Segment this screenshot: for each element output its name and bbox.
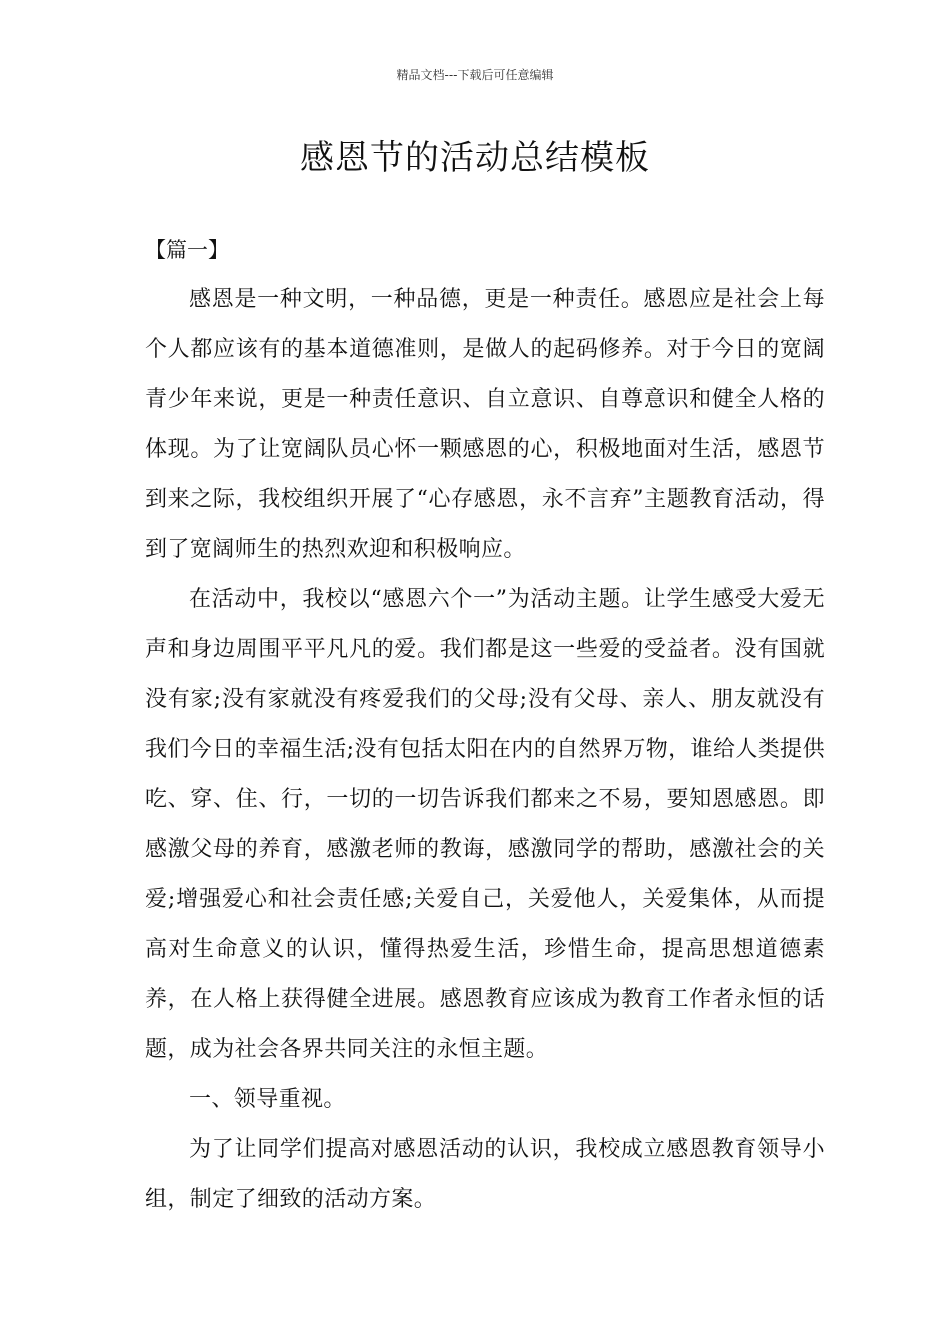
paragraph-leadership: 为了让同学们提高对感恩活动的认识，我校成立感恩教育领导小组，制定了细致的活动方案。 bbox=[145, 1137, 825, 1212]
paragraph-heading-leadership: 一、领导重视。 bbox=[189, 1087, 346, 1112]
section-label: 【篇一】 bbox=[145, 238, 229, 262]
paragraph-intro: 感恩是一种文明，一种品德，更是一种责任。感恩应是社会上每个人都应该有的基本道德准则，是做人的起码修养。对于今日的宽阔青少年来说，更是一种责任意识、自立意识、自尊意识和健全人格的体现。为了让宽阔队员心怀一颗感恩的心，积极地面对生活，感恩节到来之际，我校组织开展了“心存感恩，永不言弃”主题教育活动，得到了宽阔师生的热烈欢迎和积极响应。 bbox=[145, 287, 825, 562]
document-title: 感恩节的活动总结模板 bbox=[300, 138, 650, 178]
document-body bbox=[145, 225, 825, 1225]
paragraph-activity: 在活动中，我校以“感恩六个一”为活动主题。让学生感受大爱无声和身边周围平平凡凡的爱。我们都是这一些爱的受益者。没有国就没有家;没有家就没有疼爱我们的父母;没有父母、亲人、朋友就没有我们今日的幸福生活;没有包括太阳在内的自然界万物，谁给人类提供吃、穿、住、行，一切的一切告诉我们都来之不易，要知恩感恩。即感激父母的养育，感激老师的教诲，感激同学的帮助，感激社会的关爱;增强爱心和社会责任感;关爱自己，关爱他人，关爱集体，从而提高对生命意义的认识，懂得热爱生活，珍惜生命，提高思想道德素养，在人格上获得健全进展。感恩教育应该成为教育工作者永恒的话题，成为社会各界共同关注的永恒主题。 bbox=[145, 587, 825, 1062]
header-note: 精品文档---下载后可任意编辑 bbox=[396, 68, 554, 82]
